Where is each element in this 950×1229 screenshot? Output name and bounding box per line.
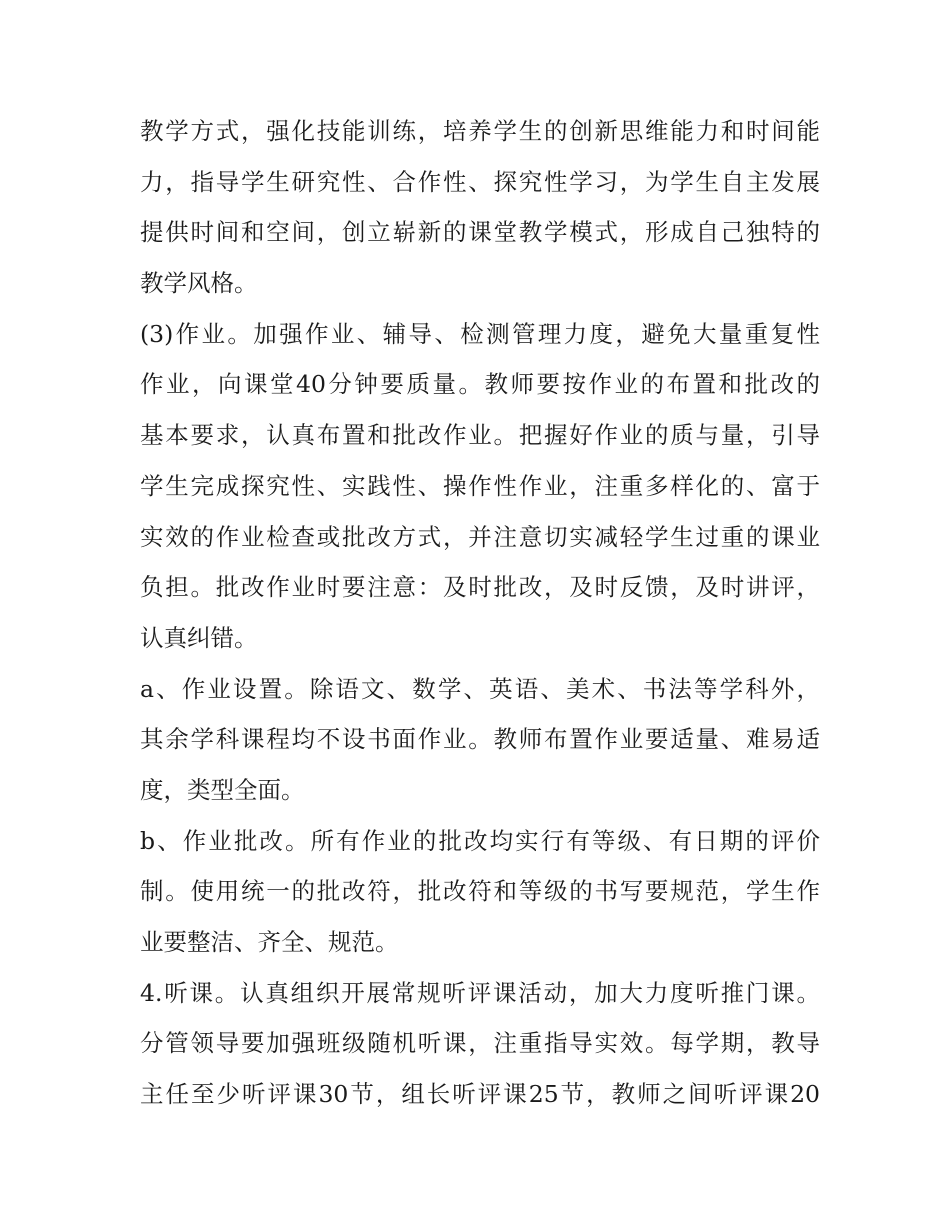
text-line: 作业，向课堂40分钟要质量。教师要按作业的布置和批改的 [140, 370, 820, 399]
text-line: 度，类型全面。 [140, 775, 305, 804]
text-line: 实效的作业检查或批改方式，并注意切实减轻学生过重的课业 [140, 522, 820, 551]
text-line: 力，指导学生研究性、合作性、探究性学习，为学生自主发展 [140, 167, 820, 196]
text-line: 教学方式，强化技能训练，培养学生的创新思维能力和时间能 [140, 117, 820, 145]
text-line: 提供时间和空间，创立崭新的课堂教学模式，形成自己独特的 [140, 218, 820, 247]
text-line: 其余学科课程均不设书面作业。教师布置作业要适量、难易适 [140, 725, 820, 754]
text-line: 主任至少听评课30节，组长听评课25节，教师之间听评课20 [140, 1080, 820, 1109]
text-line: 基本要求，认真布置和批改作业。把握好作业的质与量，引导 [140, 421, 820, 450]
text-line: b、作业批改。所有作业的批改均实行有等级、有日期的评价 [140, 826, 820, 855]
text-line: 4.听课。认真组织开展常规听评课活动，加大力度听推门课。 [140, 978, 820, 1007]
text-line: 制。使用统一的批改符，批改符和等级的书写要规范，学生作 [140, 877, 820, 906]
text-line: 负担。批改作业时要注意：及时批改，及时反馈，及时讲评， [140, 573, 820, 602]
text-line: (3)作业。加强作业、辅导、检测管理力度，避免大量重复性 [140, 319, 820, 348]
text-line: 业要整洁、齐全、规范。 [140, 928, 399, 956]
text-line: 学生完成探究性、实践性、操作性作业，注重多样化的、富于 [140, 471, 820, 500]
text-line: 认真纠错。 [140, 623, 258, 652]
text-line: 分管领导要加强班级随机听课，注重指导实效。每学期，教导 [140, 1029, 820, 1058]
document-body [140, 106, 820, 1120]
text-line: a、作业设置。除语文、数学、英语、美术、书法等学科外， [140, 674, 820, 703]
text-line: 教学风格。 [140, 269, 258, 298]
